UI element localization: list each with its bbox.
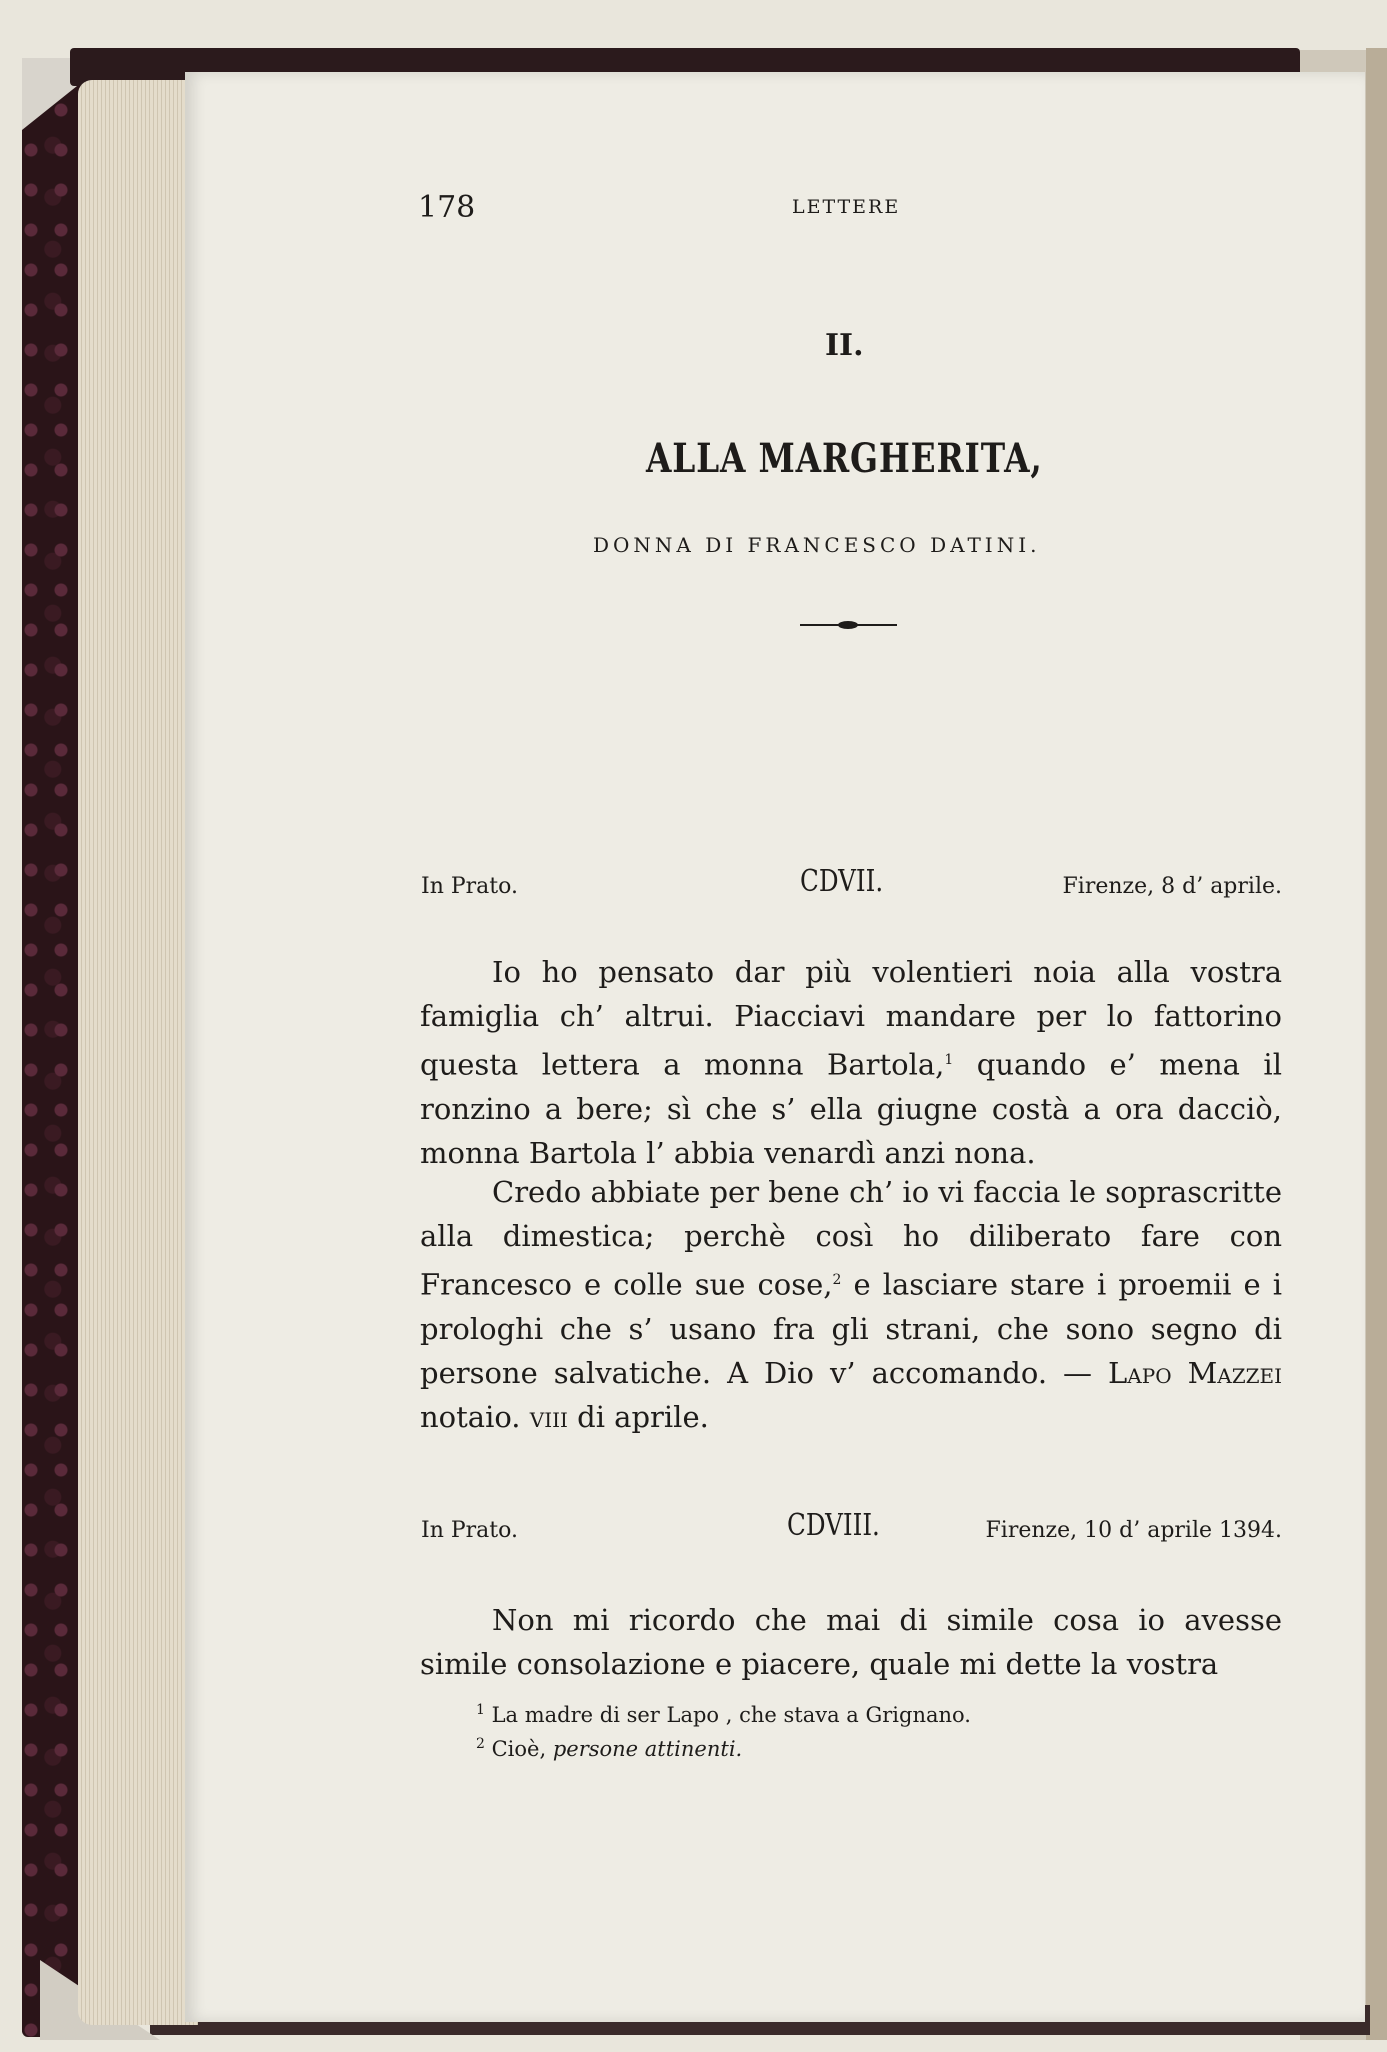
page-number: 178 [418, 190, 476, 225]
paragraph-text: quando e’ mena il ronzino a bere; sì che s’ ella giugne costà a ora dacciò, monna Bartola l’ abbia venardì anzi nona. [420, 1047, 1282, 1170]
letter-dateline: Firenze, 10 d’ aprile 1394. [985, 1518, 1282, 1543]
letter-paragraph [420, 1598, 1282, 1686]
page-stack [78, 80, 198, 2025]
letter-place: In Prato. [421, 1518, 518, 1543]
paragraph-text: Non mi ricordo che mai di simile cosa io avesse simile consolazione e piacere, quale mi dette la vostra [420, 1603, 1282, 1681]
footnote-text: Cioè, [491, 1737, 547, 1761]
footnote-ref: 2 [832, 1272, 842, 1288]
date-text: di aprile. [567, 1399, 709, 1434]
letter-number: CDVII. [800, 864, 884, 899]
chapter-title: ALLA MARGHERITA, [646, 435, 1043, 482]
footnote-mark: 2 [476, 1736, 485, 1752]
running-title: LETTERE [792, 196, 901, 218]
signature-closing: notaio. [420, 1399, 521, 1434]
chapter-subtitle: DONNA DI FRANCESCO DATINI. [593, 533, 1041, 557]
footnote-ref: 1 [944, 1052, 954, 1068]
paragraph-text: Credo abbiate per bene ch’ io vi faccia le soprascritte alla dimestica; perchè così ho diliberato fare con Francesco e colle sue cose, [420, 1175, 1282, 1302]
footnote [476, 1702, 971, 1727]
book-cover-board [1366, 48, 1387, 2040]
letter-dateline: Firenze, 8 d’ aprile. [1062, 874, 1282, 899]
footnote [476, 1736, 742, 1761]
footnote-italic: persone attinenti. [552, 1737, 743, 1761]
paragraph-text: Io ho pensato dar più volentieri noia alla vostra famiglia ch’ altrui. Piacciavi mandare per lo fattorino questa lettera a monna Bartola, [420, 955, 1282, 1082]
letter-paragraph [420, 950, 1282, 1175]
date-roman: viii [529, 1399, 568, 1434]
letter-paragraph [420, 1170, 1282, 1439]
footnote-mark: 1 [476, 1702, 485, 1718]
signature: Lapo Mazzei [1108, 1355, 1283, 1390]
chapter-numeral: II. [825, 328, 864, 363]
footnote-text: La madre di ser Lapo , che stava a Grignano. [491, 1703, 971, 1727]
letter-number: CDVIII. [787, 1508, 880, 1543]
ornament-rule-icon [800, 618, 897, 632]
paragraph-text: e lasciare stare i proemii e i prologhi che s’ usano fra gli strani, che sono segno di persone salvatiche. A Dio v’ accomando. — [420, 1267, 1282, 1390]
letter-place: In Prato. [421, 874, 518, 899]
